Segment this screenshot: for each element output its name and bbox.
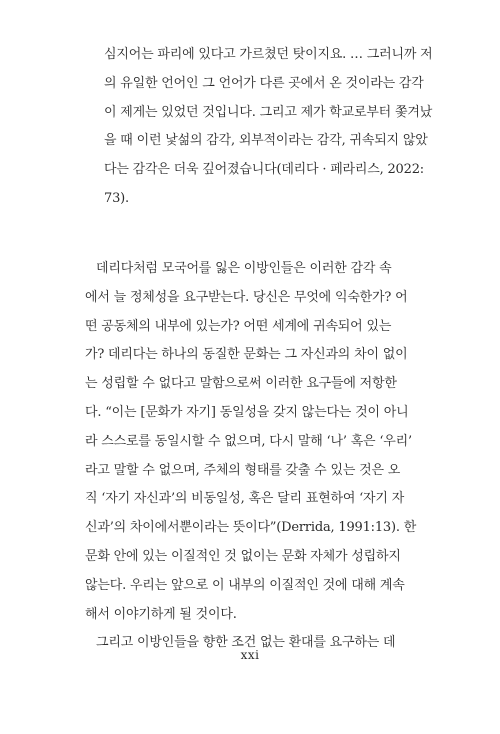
- paragraph-1-line-1: 데리다처럼 모국어를 잃은 이방인들은 이러한 감각 속: [96, 261, 392, 276]
- paragraph-1-line-11: 문화 안에 있는 이질적인 것 없이는 문화 자체가 성립하지: [85, 548, 401, 564]
- quote-line-1: 심지어는 파리에 있다고 가르쳤던 탓이지요. … 그러니까 저: [104, 47, 433, 62]
- quote-line-3: 이 제게는 있었던 것입니다. 그리고 제가 학교로부터 쫓겨났: [104, 104, 433, 120]
- quote-line-5: 다는 감각은 더욱 깊어졌습니다(데리다 · 페라리스, 2022:: [104, 162, 424, 178]
- paragraph-1-line-8: 라고 말할 수 없으며, 주체의 형태를 갖출 수 있는 것은 오: [85, 462, 401, 478]
- block-quote: [104, 48, 432, 221]
- paragraph-1-line-12: 않는다. 우리는 앞으로 이 내부의 이질적인 것에 대해 계속: [85, 577, 405, 593]
- paragraph-2-line-1: 그리고 이방인들을 향한 조건 없는 환대를 요구하는 데: [96, 635, 396, 651]
- paragraph-1-line-7: 라 스스로를 동일시할 수 없으며, 다시 말해 ‘나’ 혹은 ‘우리’: [85, 433, 412, 449]
- paragraph-1-line-2: 에서 늘 정체성을 요구받는다. 당신은 무엇에 익숙한가? 어: [85, 289, 408, 305]
- paragraph-1-line-3: 떤 공동체의 내부에 있는가? 어떤 세계에 귀속되어 있는: [85, 318, 392, 334]
- paragraph-1-line-5: 는 성립할 수 없다고 말함으로써 이러한 요구들에 저항한: [85, 376, 397, 392]
- paragraph-1-line-9: 직 ‘자기 자신과’의 비동일성, 혹은 달리 표현하여 ‘자기 자: [85, 491, 405, 507]
- paragraph-1-line-6: 다. “이는 [문화가 자기] 동일성을 갖지 않는다는 것이 아니: [85, 404, 409, 420]
- paragraph-1-line-10: 신과’의 차이에서뿐이라는 뜻이다”(Derrida, 1991:13). 한: [85, 520, 417, 536]
- paragraph-1-line-4: 가? 데리다는 하나의 동질한 문화는 그 자신과의 차이 없이: [85, 347, 408, 363]
- quote-line-2: 의 유일한 언어인 그 언어가 다른 곳에서 온 것이라는 감각: [104, 75, 424, 91]
- quote-line-6: 73).: [104, 190, 129, 206]
- body-text: [85, 262, 432, 665]
- page-number: xxi: [240, 648, 260, 662]
- quote-line-4: 을 때 이런 낯섦의 감각, 외부적이라는 감각, 귀속되지 않았: [104, 133, 428, 149]
- paragraph-1-line-13: 해서 이야기하게 될 것이다.: [85, 606, 237, 622]
